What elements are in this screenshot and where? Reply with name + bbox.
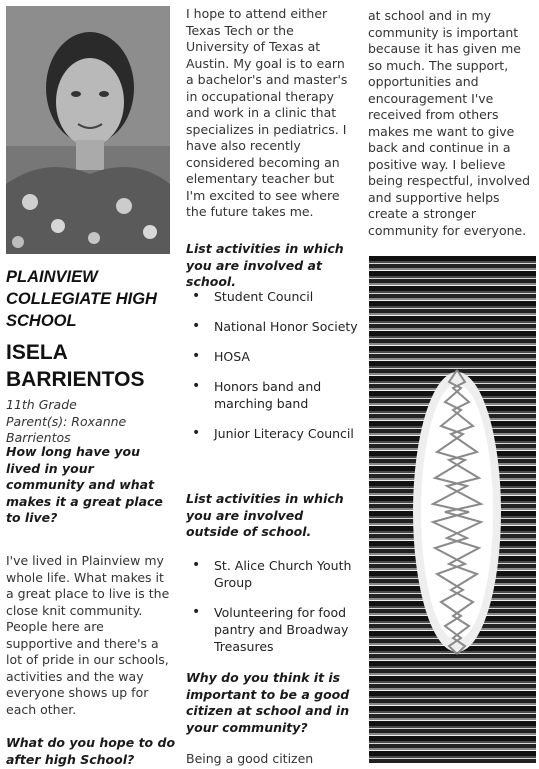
activity-label: Junior Literacy Council	[214, 426, 354, 441]
activity-label: HOSA	[214, 349, 250, 364]
school-activities-question: List activities in which you are involved at school.	[186, 241, 344, 289]
bullet-icon: •	[192, 557, 201, 573]
qa2-question: What do you hope to do after high School?	[6, 735, 176, 767]
activity-label: Honors band and marching band	[214, 379, 322, 411]
outside-activities-list	[186, 557, 358, 655]
bullet-icon: •	[192, 288, 201, 304]
parents-text: Parent(s): Roxanne Barrientos	[6, 413, 127, 445]
qa2-answer-block	[186, 6, 356, 221]
bullet-icon: •	[192, 378, 201, 394]
school-activities-block	[186, 241, 358, 291]
qa1-answer: I've lived in Plainview my whole life. What makes it a great place to live is the close knit community. People here are supportive and there's a lot of pride in our schools, activities and the way everyone shows up for each other.	[6, 553, 170, 717]
bullet-icon: •	[192, 348, 201, 364]
outside-activities-list-block	[186, 557, 358, 655]
decorative-artwork	[369, 256, 536, 763]
qa3-question-block	[186, 670, 358, 736]
school-activities-list	[186, 288, 358, 442]
student-name-heading: ISELA BARRIENTOS	[6, 341, 145, 391]
list-item	[186, 604, 358, 655]
list-item	[186, 378, 358, 412]
bullet-icon: •	[192, 318, 201, 334]
qa2-question-block	[6, 735, 176, 768]
qa3-answer-start: Being a good citizen	[186, 751, 314, 766]
activity-label: Student Council	[214, 289, 314, 304]
decorative-oval-frame	[369, 256, 536, 763]
outside-activities-question: List activities in which you are involved outside of school.	[186, 491, 344, 539]
list-item	[186, 348, 358, 365]
bullet-icon: •	[192, 425, 201, 441]
qa3-answer-start-block	[186, 751, 358, 768]
qa1-answer-block	[6, 553, 170, 718]
school-name-heading: PLAINVIEW COLLEGIATE HIGH SCHOOL	[6, 268, 157, 330]
list-item	[186, 557, 358, 591]
qa1-block	[6, 444, 176, 527]
activity-label: St. Alice Church Youth Group	[214, 558, 352, 590]
qa2-answer: I hope to attend either Texas Tech or the University of Texas at Austin. My goal is to earn a bachelor's and master's in occupational therapy and work in a clinic that specializes in pediatrics. I have also recently considered becoming an elementary teacher but I'm excited to see where the future takes me.	[186, 6, 348, 219]
qa3-answer-continued: at school and in my community is important because it has given me so much. The support, opportunities and encouragement I've received from others makes me want to give back and continue in a positive way. I believe being respectful, involved and supportive helps create a stronger community for everyone.	[368, 8, 531, 238]
grade-text: 11th Grade	[6, 397, 77, 412]
list-item	[186, 318, 358, 335]
portrait-illustration	[6, 6, 170, 254]
activity-label: Volunteering for food pantry and Broadway Treasures	[214, 605, 349, 654]
school-activities-list-block	[186, 288, 358, 442]
list-item	[186, 288, 358, 305]
student-portrait-photo	[6, 6, 170, 254]
activity-label: National Honor Society	[214, 319, 358, 334]
list-item	[186, 425, 358, 442]
outside-activities-block	[186, 491, 358, 541]
bullet-icon: •	[192, 604, 201, 620]
qa3-question: Why do you think it is important to be a good citizen at school and in your community?	[186, 670, 350, 735]
qa1-question: How long have you lived in your community and what makes it a great place to live?	[6, 444, 163, 525]
student-meta	[6, 397, 176, 447]
qa3-answer-continued-block	[368, 8, 534, 239]
